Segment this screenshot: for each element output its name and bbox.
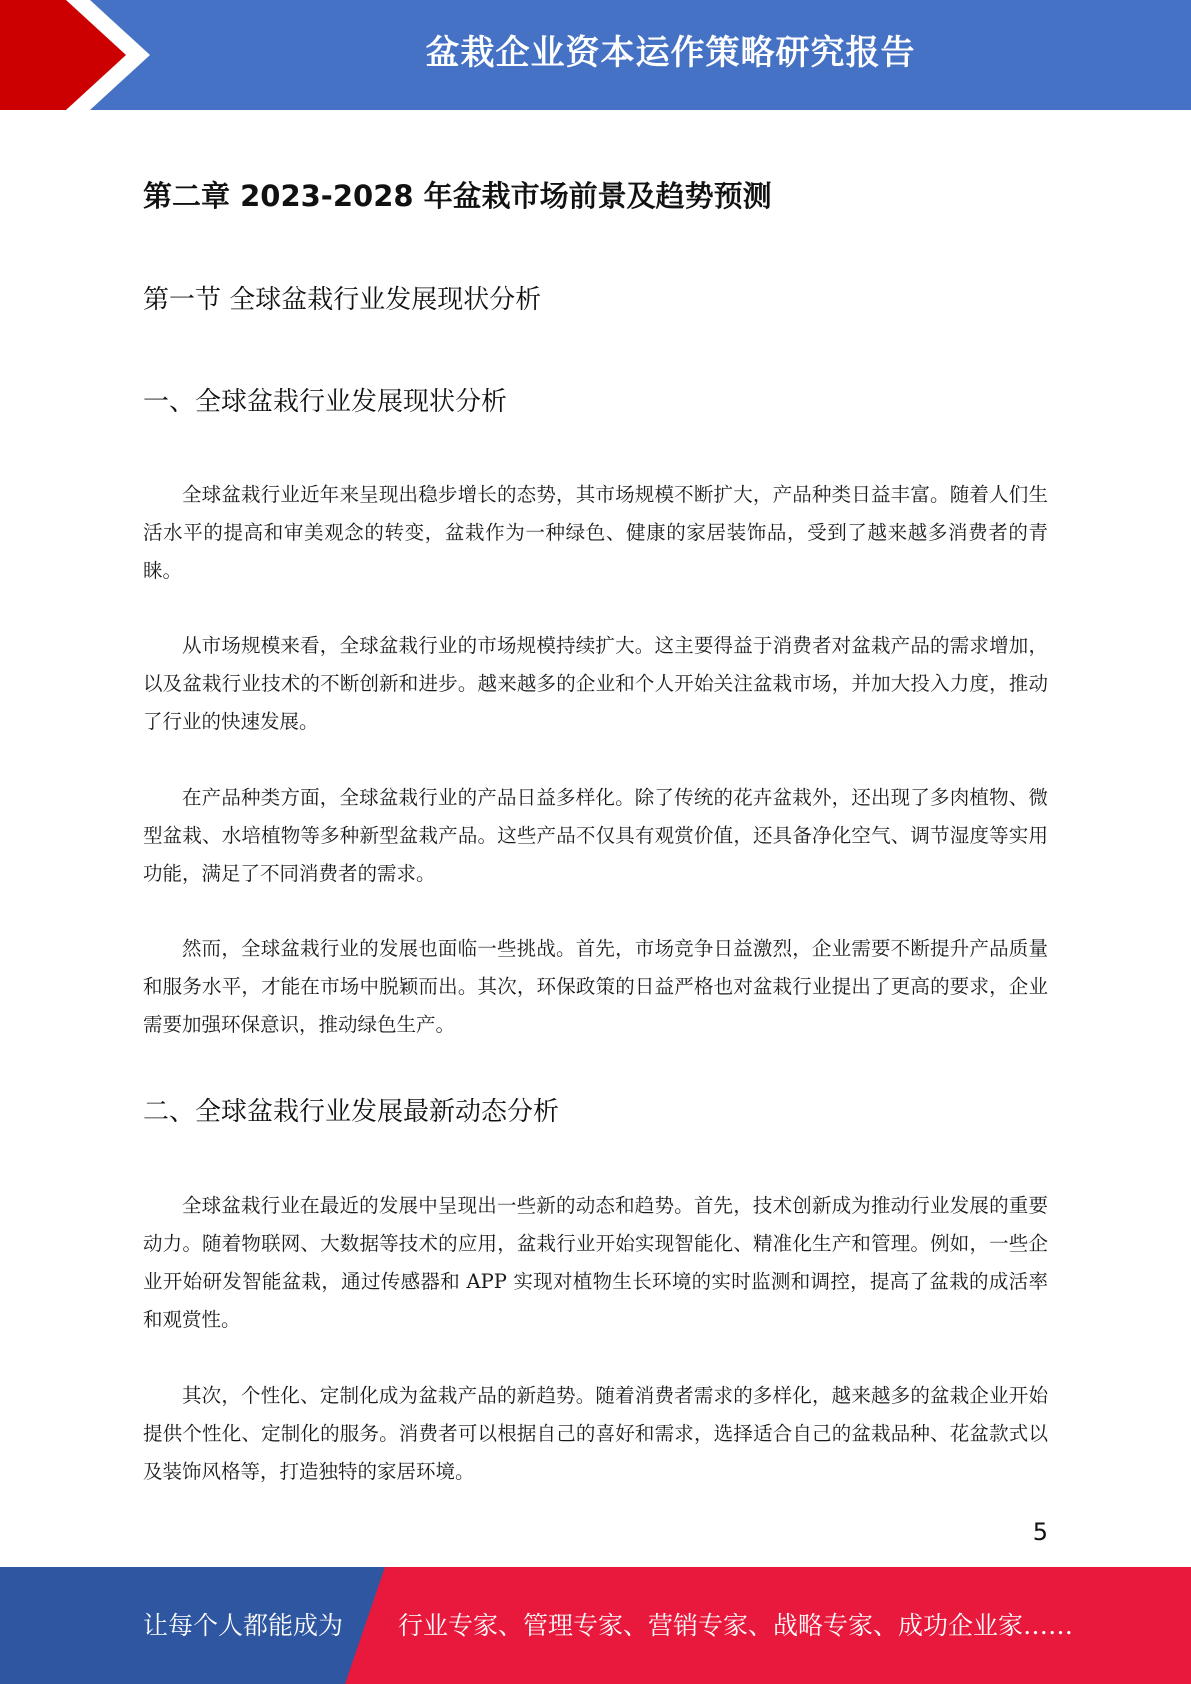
chapter-title: 第二章 2023-2028 年盆栽市场前景及趋势预测 (143, 179, 772, 213)
footer-slogan-left: 让每个人都能成为 (143, 1611, 344, 1640)
paragraph: 全球盆栽行业在最近的发展中呈现出一些新的动态和趋势。首先，技术创新成为推动行业发展的重要动力。随着物联网、大数据等技术的应用，盆栽行业开始实现智能化、精准化生产和管理。例如，一些企业开始研发智能盆栽，通过传感器和 APP 实现对植物生长环境的实时监测和调控，提高了盆栽的成活率和观赏性。 (143, 1194, 1048, 1331)
paragraph: 全球盆栽行业近年来呈现出稳步增长的态势，其市场规模不断扩大，产品种类日益丰富。随着人们生活水平的提高和审美观念的转变，盆栽作为一种绿色、健康的家居装饰品，受到了越来越多消费者的青睐。 (143, 483, 1048, 582)
paragraph: 其次，个性化、定制化成为盆栽产品的新趋势。随着消费者需求的多样化，越来越多的盆栽企业开始提供个性化、定制化的服务。消费者可以根据自己的喜好和需求，选择适合自己的盆栽品种、花盆款式以及装饰风格等，打造独特的家居环境。 (143, 1384, 1048, 1483)
page-footer (0, 1567, 1191, 1684)
paragraph: 在产品种类方面，全球盆栽行业的产品日益多样化。除了传统的花卉盆栽外，还出现了多肉植物、微型盆栽、水培植物等多种新型盆栽产品。这些产品不仅具有观赏价值，还具备净化空气、调节湿度等实用功能，满足了不同消费者的需求。 (143, 786, 1048, 885)
page-header (0, 0, 1191, 110)
footer-slogan-right: 行业专家、管理专家、营销专家、战略专家、成功企业家…… (398, 1611, 1074, 1640)
subsection-title: 二、全球盆栽行业发展最新动态分析 (143, 1097, 560, 1127)
paragraph: 从市场规模来看，全球盆栽行业的市场规模持续扩大。这主要得益于消费者对盆栽产品的需求增加，以及盆栽行业技术的不断创新和进步。越来越多的企业和个人开始关注盆栽市场，并加大投入力度，推动了行业的快速发展。 (143, 634, 1048, 733)
report-title: 盆栽企业资本运作策略研究报告 (425, 33, 916, 73)
page-number: 5 (1032, 1518, 1048, 1546)
section-title: 第一节 全球盆栽行业发展现状分析 (143, 285, 542, 315)
subsection-title: 一、全球盆栽行业发展现状分析 (143, 387, 508, 417)
paragraph: 然而，全球盆栽行业的发展也面临一些挑战。首先，市场竞争日益激烈，企业需要不断提升产品质量和服务水平，才能在市场中脱颖而出。其次，环保政策的日益严格也对盆栽行业提出了更高的要求，企业需要加强环保意识，推动绿色生产。 (143, 937, 1048, 1036)
